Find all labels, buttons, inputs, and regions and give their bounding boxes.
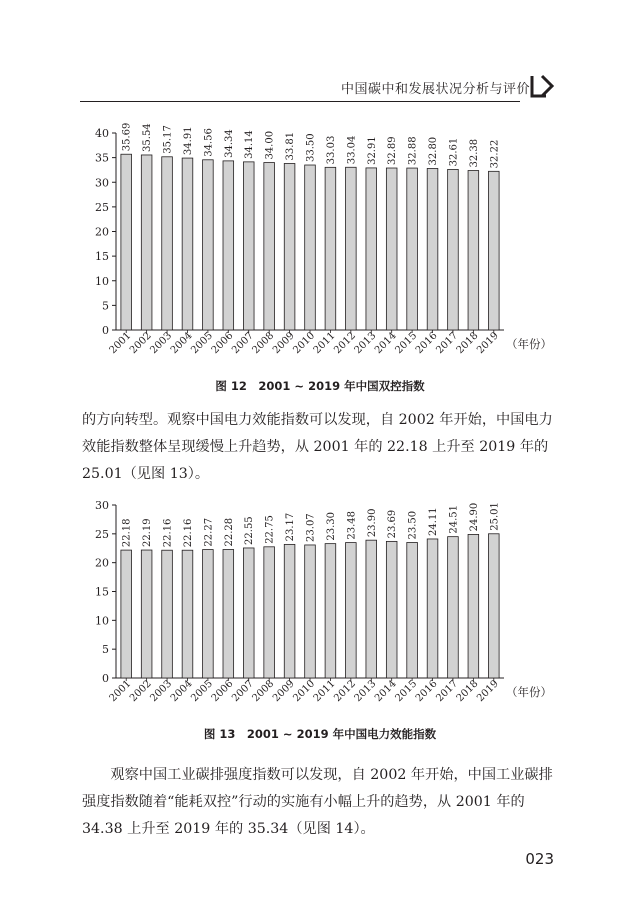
bar-value-label: 34.14 bbox=[244, 130, 256, 159]
bar-value-label: 34.56 bbox=[203, 128, 215, 157]
x-tick-label: 2001 bbox=[107, 678, 134, 705]
x-tick-label: 2010 bbox=[291, 330, 318, 357]
x-tick-label: 2018 bbox=[454, 330, 481, 357]
y-tick-label: 15 bbox=[95, 250, 109, 264]
y-tick-label: 20 bbox=[95, 556, 109, 570]
x-tick-label: 2013 bbox=[352, 330, 379, 357]
chapter-arrow-logo bbox=[528, 70, 560, 102]
bar bbox=[182, 158, 193, 330]
paragraph-1-line-1: 的方向转型。观察中国电力效能指数可以发现，自 2002 年开始，中国电力 bbox=[82, 412, 553, 428]
bar bbox=[427, 168, 438, 330]
x-tick-label: 2014 bbox=[373, 330, 399, 357]
bar bbox=[141, 155, 152, 330]
bar bbox=[162, 550, 173, 678]
bar-value-label: 22.28 bbox=[223, 517, 235, 547]
bar bbox=[141, 550, 152, 678]
x-tick-label: 2005 bbox=[189, 678, 216, 705]
x-tick-label: 2015 bbox=[393, 330, 420, 357]
y-tick-label: 10 bbox=[95, 274, 109, 288]
x-tick-label: 2005 bbox=[189, 330, 216, 357]
paragraph-2 bbox=[82, 762, 560, 843]
bar bbox=[386, 168, 397, 330]
bar bbox=[243, 162, 254, 330]
bar-value-label: 22.55 bbox=[244, 516, 256, 545]
paragraph-2-line-3: 34.38 上升至 2019 年的 35.34（见图 14）。 bbox=[82, 821, 375, 837]
bar bbox=[346, 543, 357, 678]
bar-value-label: 22.19 bbox=[142, 518, 154, 548]
page-number: 023 bbox=[525, 850, 554, 868]
y-tick-label: 30 bbox=[95, 176, 109, 190]
x-tick-label: 2004 bbox=[168, 678, 195, 705]
bar-value-label: 23.07 bbox=[305, 513, 317, 542]
x-tick-label: 2004 bbox=[168, 330, 195, 357]
bar-value-label: 23.50 bbox=[407, 510, 419, 540]
x-tick-label: 2017 bbox=[434, 330, 461, 357]
x-axis-unit-label: （年份） bbox=[506, 337, 552, 351]
bar-value-label: 32.88 bbox=[407, 136, 419, 166]
chart-12-svg bbox=[0, 120, 640, 360]
x-tick-label: 2007 bbox=[230, 678, 256, 705]
bar-value-label: 32.89 bbox=[387, 136, 399, 166]
bar bbox=[366, 168, 377, 330]
x-tick-label: 2010 bbox=[291, 678, 318, 705]
running-header-title: 中国碳中和发展状况分析与评价 bbox=[340, 82, 530, 97]
y-tick-label: 10 bbox=[95, 614, 109, 628]
bar bbox=[264, 547, 275, 678]
bar-value-label: 24.51 bbox=[448, 505, 460, 534]
bar bbox=[223, 550, 234, 678]
x-tick-label: 2019 bbox=[475, 330, 501, 357]
bar bbox=[448, 169, 459, 330]
bar-value-label: 33.03 bbox=[325, 135, 337, 165]
x-tick-label: 2002 bbox=[127, 678, 154, 705]
x-tick-label: 2012 bbox=[332, 330, 358, 357]
bar-value-label: 32.61 bbox=[448, 137, 460, 167]
bar-value-label: 23.48 bbox=[346, 510, 358, 540]
y-tick-label: 40 bbox=[95, 127, 109, 140]
y-tick-label: 20 bbox=[95, 225, 109, 239]
chart-12-caption: 图 12 2001 ~ 2019 年中国双控指数 bbox=[215, 379, 425, 393]
paragraph-2-line-1: 观察中国工业碳排强度指数可以发现，自 2002 年开始，中国工业碳排 bbox=[82, 767, 553, 783]
bar-value-label: 32.38 bbox=[468, 138, 480, 168]
y-tick-label: 0 bbox=[102, 672, 109, 685]
bar-value-label: 35.69 bbox=[121, 122, 133, 152]
x-tick-label: 2017 bbox=[434, 678, 461, 705]
y-tick-label: 30 bbox=[95, 499, 109, 512]
bar-value-label: 33.50 bbox=[305, 133, 317, 163]
x-tick-label: 2003 bbox=[148, 678, 175, 705]
bar bbox=[366, 540, 377, 678]
x-tick-label: 2006 bbox=[209, 330, 236, 357]
bar bbox=[386, 541, 397, 678]
x-tick-label: 2009 bbox=[270, 678, 297, 705]
bar-value-label: 34.91 bbox=[182, 126, 194, 156]
bar-value-label: 24.11 bbox=[428, 507, 440, 536]
bar bbox=[427, 539, 438, 678]
bar bbox=[325, 167, 336, 330]
bar bbox=[223, 161, 234, 330]
y-tick-label: 25 bbox=[95, 200, 109, 214]
x-tick-label: 2001 bbox=[107, 330, 134, 357]
header-rule bbox=[80, 101, 520, 102]
bar-value-label: 33.04 bbox=[346, 135, 358, 165]
x-tick-label: 2018 bbox=[454, 678, 481, 705]
bar-value-label: 25.01 bbox=[489, 502, 501, 531]
bar bbox=[264, 163, 275, 330]
bar bbox=[284, 163, 295, 330]
x-tick-label: 2015 bbox=[393, 678, 420, 705]
paragraph-1 bbox=[82, 407, 560, 488]
x-tick-label: 2014 bbox=[373, 678, 399, 705]
x-tick-label: 2016 bbox=[413, 678, 440, 705]
bar bbox=[488, 534, 499, 678]
y-tick-label: 15 bbox=[95, 585, 109, 599]
y-tick-label: 5 bbox=[102, 299, 109, 313]
x-tick-label: 2011 bbox=[311, 330, 338, 357]
bar-value-label: 22.18 bbox=[121, 518, 133, 548]
bar bbox=[162, 157, 173, 330]
bar bbox=[325, 544, 336, 678]
bar bbox=[448, 537, 459, 678]
y-tick-label: 35 bbox=[95, 151, 109, 165]
bar bbox=[346, 167, 357, 330]
x-tick-label: 2009 bbox=[270, 330, 297, 357]
bar-value-label: 34.34 bbox=[223, 129, 235, 158]
paragraph-2-line-2: 强度指数随着“能耗双控”行动的实施有小幅上升的趋势，从 2001 年的 bbox=[82, 794, 525, 810]
bar-value-label: 23.30 bbox=[325, 511, 337, 541]
bar bbox=[243, 548, 254, 678]
bar bbox=[407, 168, 418, 330]
x-tick-label: 2016 bbox=[413, 330, 440, 357]
bar bbox=[203, 550, 214, 678]
chart-13 bbox=[0, 495, 640, 715]
chart-13-caption: 图 13 2001 ~ 2019 年中国电力效能指数 bbox=[203, 727, 437, 741]
bar-value-label: 24.90 bbox=[468, 502, 480, 532]
x-tick-label: 2008 bbox=[250, 330, 277, 357]
bar bbox=[305, 165, 316, 330]
bar-value-label: 33.81 bbox=[285, 131, 297, 161]
y-tick-label: 5 bbox=[102, 643, 109, 657]
bar bbox=[121, 154, 132, 330]
bar-value-label: 32.80 bbox=[428, 136, 440, 166]
paragraph-1-line-3: 25.01（见图 13）。 bbox=[82, 466, 210, 482]
bar-value-label: 22.16 bbox=[162, 518, 174, 548]
bar bbox=[468, 171, 479, 330]
bar bbox=[284, 544, 295, 678]
bar-value-label: 23.17 bbox=[285, 512, 297, 542]
bar-value-label: 23.90 bbox=[366, 508, 378, 538]
bar-value-label: 32.22 bbox=[489, 139, 501, 169]
x-tick-label: 2008 bbox=[250, 678, 277, 705]
x-axis-unit-label: （年份） bbox=[506, 685, 552, 699]
bar bbox=[203, 160, 214, 330]
bar bbox=[407, 542, 418, 678]
x-tick-label: 2013 bbox=[352, 678, 379, 705]
bar-value-label: 22.27 bbox=[203, 517, 215, 547]
bar bbox=[468, 534, 479, 678]
x-tick-label: 2019 bbox=[475, 678, 501, 705]
bar-value-label: 35.17 bbox=[162, 125, 174, 154]
x-tick-label: 2003 bbox=[148, 330, 175, 357]
bar bbox=[305, 545, 316, 678]
bar bbox=[121, 550, 132, 678]
x-tick-label: 2007 bbox=[230, 330, 256, 357]
bar bbox=[488, 171, 499, 330]
chart-13-svg bbox=[0, 495, 640, 715]
bar-value-label: 35.54 bbox=[142, 123, 154, 152]
x-tick-label: 2012 bbox=[332, 678, 358, 705]
bar-value-label: 34.00 bbox=[264, 130, 276, 160]
bar-value-label: 23.69 bbox=[387, 509, 399, 539]
x-tick-label: 2011 bbox=[311, 678, 338, 705]
y-tick-label: 25 bbox=[95, 527, 109, 541]
x-tick-label: 2002 bbox=[127, 330, 154, 357]
bar-value-label: 22.16 bbox=[182, 518, 194, 548]
bar-value-label: 32.91 bbox=[366, 136, 378, 165]
chart-12 bbox=[0, 120, 640, 360]
bar-value-label: 22.75 bbox=[264, 515, 276, 544]
x-tick-label: 2006 bbox=[209, 678, 236, 705]
bar bbox=[182, 550, 193, 678]
paragraph-1-line-2: 效能指数整体呈现缓慢上升趋势，从 2001 年的 22.18 上升至 2019 年的 bbox=[82, 439, 549, 455]
y-tick-label: 0 bbox=[102, 324, 109, 337]
